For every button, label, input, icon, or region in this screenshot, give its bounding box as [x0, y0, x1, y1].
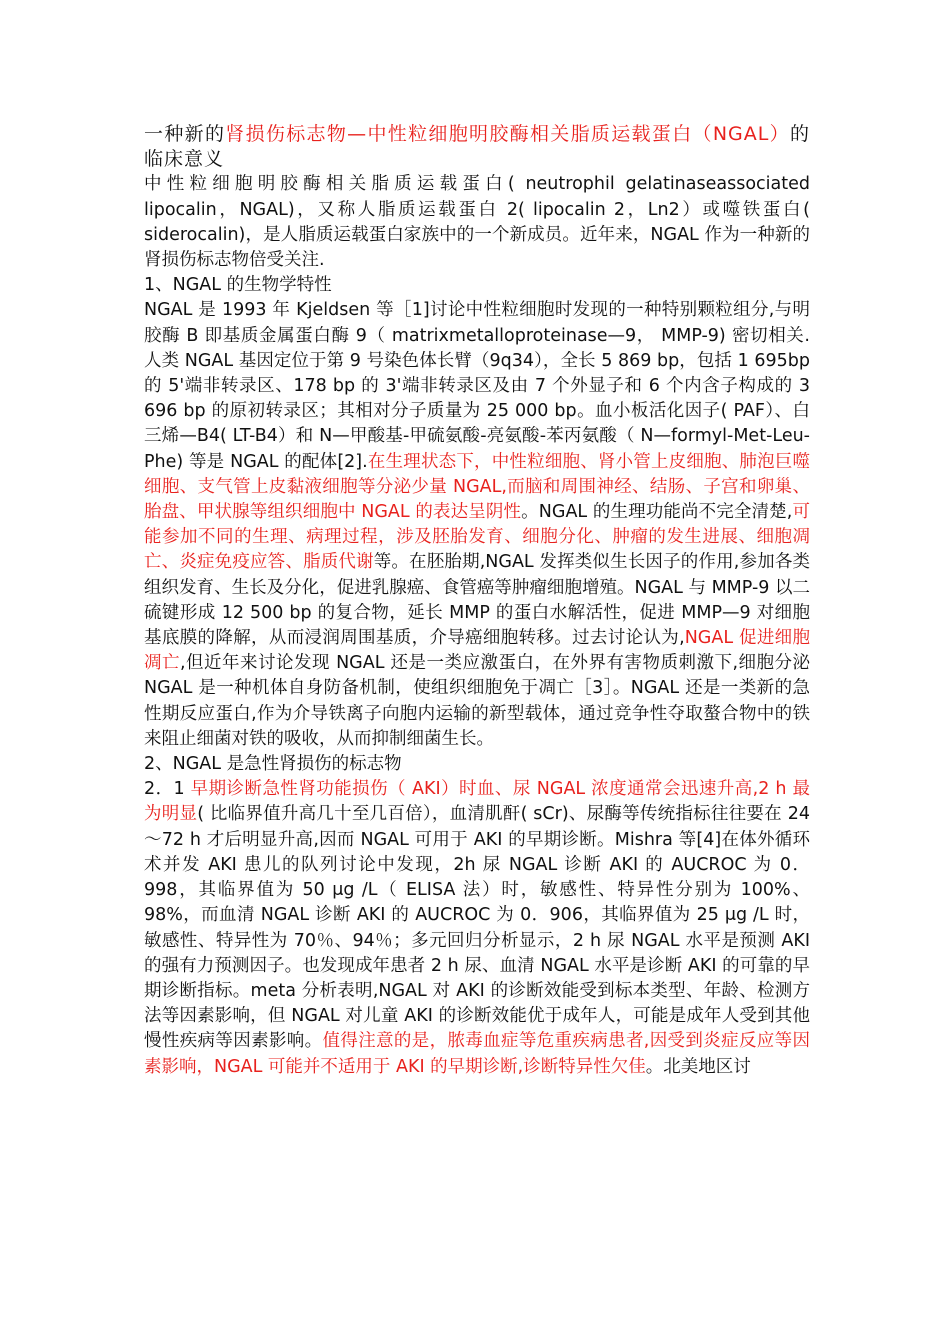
document-title [144, 122, 810, 172]
highlighted-text: 在生理状态下，中性粒细胞、肾小管上皮细胞、肺泡巨噬细胞、支气管上皮黏液细胞等分泌少量 NGAL,而脑和周围神经、结肠、子宫和卵巢、胎盘、甲状腺等组织细胞中 NGAL 的表达呈阴性 [144, 451, 811, 523]
highlighted-text: 可能参加不同的生理、病理过程，涉及胚胎发育、细胞分化、肿瘤的发生进展、细胞凋亡、炎症免疫应答、脂质代谢 [144, 502, 811, 573]
section-2-paragraph [144, 777, 810, 1079]
title-highlight: 肾损伤标志物—中性粒细胞明胶酶相关脂质运载蛋白（NGAL） [225, 123, 790, 145]
section-1-paragraph [144, 298, 810, 752]
paragraph-text: ( 比临界值升高几十至几百倍），血清肌酐( sCr)、尿酶等传统指标往往要在 24 ～72 h 才后明显升高,因而 NGAL 可用于 AKI 的早期诊断。Mishra 等[4]在体外循环术并发 AKI 患儿的队列讨论中发现，2h 尿 NGAL 诊断 AKI 的 AUCROC 为 0．998，其临界值为 50 μg /L（ ELISA 法）时，敏感性、特异性分别为 100%、98%，而血清 NGAL 诊断 AKI 的 AUCROC 为 0．906，其临界值为 25 μg /L 时，敏感性、特异性为 70％、94％；多元回归分析显示，2 h 尿 NGAL 水平是预测 AKI 的强有力预测因子。也发现成年患者 2 h 尿、血清 NGAL 水平是诊断 AKI 的可靠的早期诊断指标。meta 分析表明,NGAL 对 AKI 的诊断效能受到标本类型、年龄、检测方法等因素影响，但 NGAL 对儿童 AKI 的诊断效能优于成年人，可能是成年人受到其他慢性疾病等因素影响。 [144, 804, 811, 1052]
title-part-3: 的临床意义 [144, 123, 810, 171]
highlighted-text: 早期诊断急性肾功能损伤（ AKI）时血、尿 NGAL 浓度通常会迅速升高,2 h 最为明显 [144, 779, 810, 825]
title-part-1: 一种新的 [144, 123, 226, 145]
section-2-heading: 2、NGAL 是急性肾损伤的标志物 [144, 754, 402, 775]
paragraph-text: 。NGAL 的生理功能尚不完全清楚, [521, 502, 793, 523]
subsection-number: 2．1 [144, 779, 191, 800]
paragraph-text: 等。在胚胎期,NGAL 发挥类似生长因子的作用,参加各类组织发育、生长及分化，促进乳腺癌、食管癌等肿瘤细胞增殖。NGAL 与 MMP-9 以二硫键形成 12 500 bp 的复合物，延长 MMP 的蛋白水解活性，促进 MMP—9 对细胞基底膜的降解，从而浸润周围基质，介导癌细胞转移。过去讨论认为, [144, 552, 811, 649]
paragraph-text: ,但近年来讨论发现 NGAL 还是一类应激蛋白，在外界有害物质刺激下,细胞分泌 NGAL 是一种机体自身防备机制，使组织细胞免于凋亡［3］。NGAL 还是一类新的急性期反应蛋白,作为介导铁离子向胞内运输的新型载体，通过竞争性夺取螯合物中的铁来阻止细菌对铁的吸收，从而抑制细菌生长。 [144, 653, 811, 749]
paragraph-text: NGAL 是 1993 年 Kjeldsen 等［1]讨论中性粒细胞时发现的一种特别颗粒组分,与明胶酶 B 即基质金属蛋白酶 9（ matrixmetalloproteinase—9， MMP-9) 密切相关.人类 NGAL 基因定位于第 9 号染色体长臂（9q34），全长 5 869 bp，包括 1 695bp 的 5'端非转录区、178 bp 的 3'端非转录区及由 7 个外显子和 6 个内含子构成的 3 696 bp 的原初转录区；其相对分子质量为 25 000 bp。血小板活化因子( PAF）、白三烯—B4( LT-B4）和 N—甲酸基-甲硫氨酸-亮氨酸-苯丙氨酸（ N—formyl-Met-Leu-Phe) 等是 NGAL 的配体[2]. [144, 300, 810, 472]
highlighted-text: NGAL 促进细胞凋亡 [144, 628, 811, 674]
intro-paragraph: 中性粒细胞明胶酶相关脂质运载蛋白( neutrophil gelatinaseassociated lipocalin，NGAL)，又称人脂质运载蛋白 2( lipocalin 2，Ln2）或噬铁蛋白( siderocalin)，是人脂质运载蛋白家族中的一个新成员。近年来，NGAL 作为一种新的肾损伤标志物倍受关注. [144, 174, 810, 271]
section-1-heading: 1、NGAL 的生物学特性 [144, 275, 332, 296]
paragraph-text: 。北美地区讨 [645, 1056, 751, 1077]
document-body [144, 122, 810, 1080]
highlighted-text: 值得注意的是，脓毒血症等危重疾病患者,因受到炎症反应等因素影响，NGAL 可能并不适用于 AKI 的早期诊断,诊断特异性欠佳 [144, 1031, 811, 1077]
